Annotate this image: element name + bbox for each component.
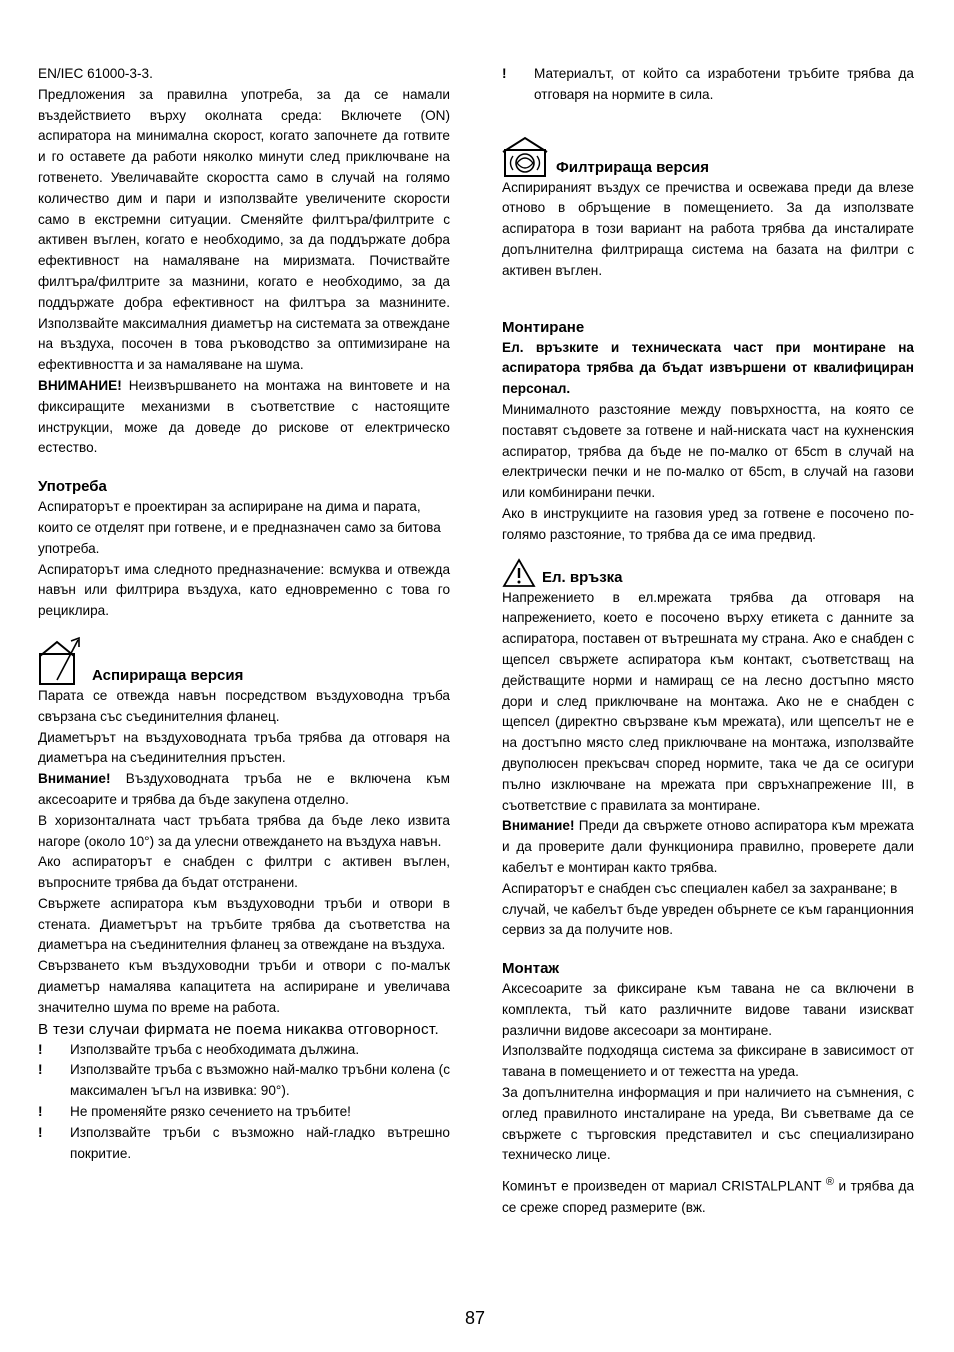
filtering-heading-row [502, 136, 914, 178]
mounting-paragraph-1: Минималното разстояние между повърхността, на която се поставят съдовете за готвене и най-ниската част на кухненския аспиратор, трябва да бъде не по-малко от 65cm в случай на електрически печки и не по-малко от 65cm, в случай на газови или комбинирани печки. [502, 401, 914, 501]
aspirating-paragraph-2: Диаметърът на въздуховодната тръба трябва да отговаря на диаметъра на съединителния пръстен. [38, 729, 450, 766]
page-number: 87 [465, 1308, 486, 1328]
bullet-mark: ! [38, 1062, 43, 1078]
electrical-heading: Ел. връзка [542, 568, 623, 586]
bullet-mark: ! [38, 1104, 43, 1120]
bullet-item: ! Не променяйте рязко сечението на тръбите! [38, 1102, 450, 1123]
aspirating-attention [38, 769, 450, 811]
bullet-item: ! Използвайте тръба с възможно най-малко тръбни колена (с максимален ъгъл на извивка: 90°). [38, 1060, 450, 1102]
material-note: ! Материалът, от който са изработени тръбите трябва да отговаря на нормите в сила. [502, 64, 914, 106]
mounting-heading: Монтиране [502, 318, 585, 336]
warning-text: Неизвършването на монтажа на винтовете и на фиксиращите механизми в съответствие с настоящите инструкции, може да доведе до рискове от електрическо естество. [38, 377, 450, 456]
aspirating-paragraph-6: Свързването към въздуховодни тръби и отвори с по-малък диаметър намалява капацитета на аспириране и увеличава значително шума по време на работа. [38, 958, 450, 1015]
house-exhaust-icon [38, 636, 86, 686]
registered-mark: ® [825, 1176, 834, 1189]
usage-suggestions: Предложения за правилна употреба, за да се намали въздействието върху околната среда: Включете (ON) аспиратора на минимална скорост, когато започнете да готвите и го оставете да работи няколко минути след приключване на готвенето. Увеличавайте скоростта само в случай на голямо количество дим и пари и използвайте увеличените скорости само в екстремни ситуации. Сменяйте филтъра/филтрите с активен въглен, когато е необходимо, за да поддържате добра ефективност на намаляване на миризмата. Почиствайте филтъра/филтрите за мазнини, когато е необходимо, за да поддържате добра ефективност на филтъра за мазнините. Използвайте максималния диаметър на системата за отвеждане на въздуха, посочен в това ръководство за оптимизиране на ефективността и за намаляване на шума. [38, 86, 450, 373]
installation-paragraph-3: За допълнителна информация и при наличието на съмнения, с оглед правилното инсталиране на уреда, Ви съветваме да се свържете с търговския представител и със специализирано техническо лице. [502, 1085, 914, 1163]
attention-label: Внимание! [502, 818, 575, 834]
attention-text: Въздуховодната тръба не е включена към аксесоарите и трябва да бъде закупена отделно. [38, 771, 450, 807]
warning-label: ВНИМАНИЕ! [38, 377, 122, 393]
installation-paragraph-2: Използвайте подходяща система за фиксиране в зависимост от тавана в помещението и от тежестта на уреда. [502, 1043, 914, 1080]
aspirating-paragraph-5: Свържете аспиратора към въздуховодни тръби и отвори в стената. Диаметърът на тръбите трябва да съответства на диаметъра на съединителния фланец за отвеждане на въздуха. [38, 895, 450, 953]
left-column [38, 64, 450, 1164]
aspirating-paragraph-7: В тези случаи фирмата не поема никаква отговорност. [38, 1020, 439, 1038]
bullet-item: ! Използвайте тръби с възможно най-гладко вътрешно покритие. [38, 1123, 450, 1165]
electrical-paragraph-1: Напрежението в ел.мрежата трябва да отговаря на напрежението, което е посочено върху етикета с данните за аспиратора, поставен от вътрешната му страна. Ако е снабден с щепсел свържете аспиратора към контакт, съответстващ на действащите норми и намиращ се на лесно достъпно място дори и след приключване на монтажа. Ако не е снабден с щепсел (директно свързване към мрежата), или щепселът не е на достъпно място след приключване на монтажа, използвайте двуполюсен прекъсвач според нормите, така че да се осигури пълно изключване на мрежата при свръхнапрежение III, в съответствие с правилата за монтиране. [502, 589, 914, 813]
bullet-item: ! Използвайте тръба с необходимата дължина. [38, 1040, 450, 1061]
use-paragraph-1: Аспираторът е проектиран за аспириране на дима и парата, които се отделят при готвене, и е предназначен само за битова употреба. [38, 499, 441, 556]
standard-ref: EN/IEC 61000-3-3. [38, 66, 153, 81]
aspirating-heading: Аспирираща версия [92, 666, 244, 684]
warning-triangle-icon [502, 558, 536, 588]
electrical-attention [502, 816, 914, 878]
use-paragraph-2: Аспираторът има следното предназначение: всмуква и отвежда навън или филтрира въздуха, като едновременно с това го рециклира. [38, 561, 450, 619]
aspirating-paragraph-4: Ако аспираторът е снабден с филтри с активен въглен, въпросните трябва да бъдат отстранени. [38, 854, 450, 891]
installation-paragraph-1: Аксесоарите за фиксиране към тавана не са включени в комплекта, тъй като различните видове тавани изискват различни видове аксесоари за монтиране. [502, 981, 914, 1038]
installation-heading: Монтаж [502, 960, 560, 978]
mounting-paragraph-2: Ако в инструкциите на газовия уред за готвене е посочено по-голямо разстояние, то трябва да се има предвид. [502, 505, 914, 542]
electrical-paragraph-2: Аспираторът е снабден със специален кабел за захранване; в случай, че кабелът бъде увреден обърнете се към гаранционния сервиз за да получите нов. [502, 880, 914, 938]
bullet-mark: ! [38, 1041, 43, 1057]
aspirating-paragraph-1: Парата се отвежда навън посредством въздуховодна тръба свързана със съединителния фланец. [38, 687, 450, 724]
chimney-paragraph: Коминът е произведен от мариал CRISTALPLANT ® и трябва да се среже според размерите (вж. [502, 1176, 915, 1215]
aspirating-paragraph-3: В хоризонталната част тръбата трябва да бъде леко извита нагоре (около 10°) за да улесни отвеждането на въздуха навън. [38, 812, 450, 849]
aspirating-heading-row [38, 636, 450, 686]
electrical-heading-row [502, 558, 914, 588]
attention-label: Внимание! [38, 771, 111, 787]
bullet-mark: ! [38, 1124, 43, 1140]
bullet-mark: ! [502, 66, 507, 81]
right-column [502, 64, 914, 1218]
attention-text: Преди да свържете отново аспиратора към мрежата и да проверите дали функционира правилно, проверете дали кабелът е монтиран както трябва. [502, 818, 914, 875]
house-filter-icon [502, 136, 550, 178]
filtering-heading: Филтрираща версия [556, 158, 709, 176]
mounting-bold-note: Ел. връзките и техническата част при монтиране на аспиратора трябва да бъдат извършени от квалифициран персонал. [502, 339, 914, 397]
use-heading: Употреба [38, 478, 107, 496]
warning-paragraph [38, 376, 450, 459]
filtering-paragraph: Аспирираният въздух се пречиства и освежава преди да влезе отново в обръщение в помещението. За да използвате аспиратора в този вариант на работа трябва да инсталирате допълнителна филтрираща система на базата на филтри с активен въглен. [502, 179, 914, 278]
